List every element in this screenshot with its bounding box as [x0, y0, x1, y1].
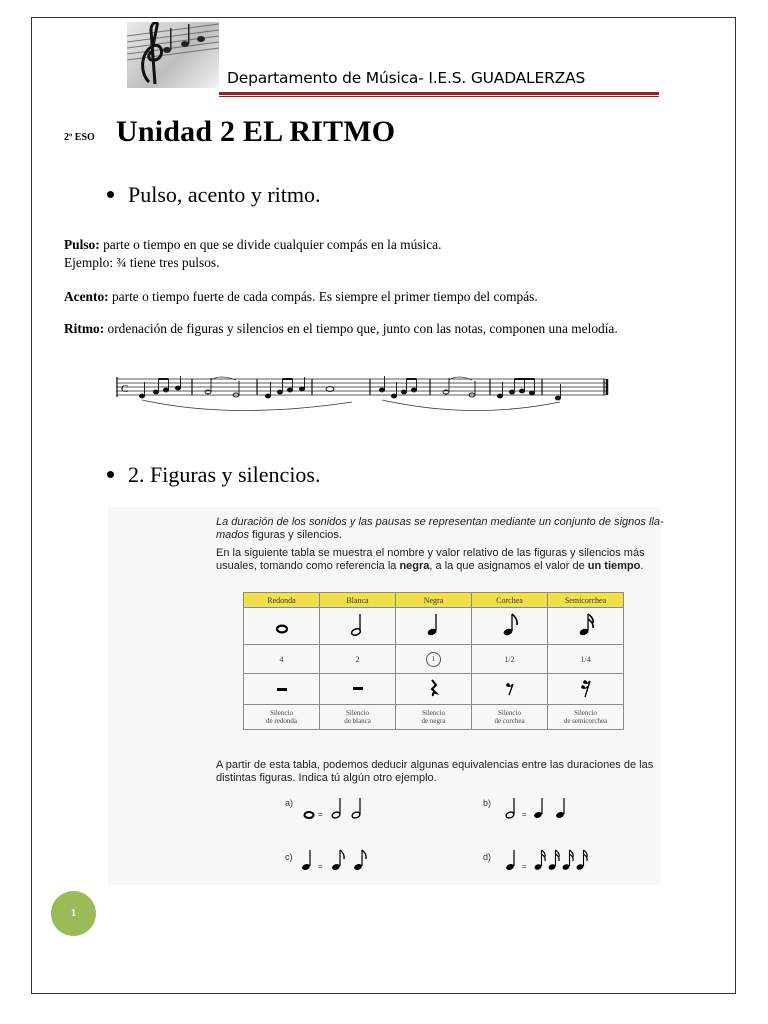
header-redonda: Redonda: [244, 593, 320, 608]
example-d-label: d): [483, 852, 492, 862]
rest-name-corchea: Silencio de corchea: [472, 705, 548, 730]
rest-name-negra: Silencio de negra: [396, 705, 472, 730]
svg-text:=: =: [522, 810, 527, 819]
whole-note-icon: [244, 608, 320, 645]
page-number-badge: 1: [51, 891, 96, 936]
table-intro-line1: En la siguiente tabla se muestra el nombre y valor relativo de las figuras y silencios más: [216, 547, 645, 559]
table-intro: [216, 547, 666, 573]
figures-table: [243, 592, 624, 730]
table-intro-2e: .: [640, 560, 644, 572]
header-rule-thick: [219, 92, 659, 95]
header-semicorchea: Semicorchea: [548, 593, 624, 608]
value-negra: 1: [426, 652, 441, 667]
value-corchea: 1/2: [472, 645, 548, 674]
rest-name-redonda: Silencio de redonda: [244, 705, 320, 730]
svg-text:=: =: [522, 862, 527, 871]
acento-text: parte o tiempo fuerte de cada compás. Es siempre el primer tiempo del compás.: [108, 289, 538, 304]
ritmo-term: Ritmo:: [64, 321, 105, 336]
acento-definition: [64, 288, 538, 306]
value-negra-cell: [396, 645, 472, 674]
rhythm-staff-image: [112, 370, 612, 414]
example-a-notes: [302, 795, 382, 821]
equivalences-line1: A partir de esta tabla, podemos deducir algunas equivalencias entre las duraciones de las: [216, 759, 654, 771]
pulso-term: Pulso:: [64, 237, 100, 252]
pulso-definition: [64, 236, 441, 272]
section-heading-text: 2. Figuras y silencios.: [128, 462, 321, 487]
section-heading-pulse: [107, 182, 320, 208]
svg-text:C: C: [121, 383, 129, 395]
example-c-label: c): [285, 852, 293, 862]
bullet-dot-icon: [107, 191, 114, 198]
example-d-notes: [502, 847, 612, 873]
eighth-note-icon: [472, 608, 548, 645]
eighth-rest-icon: [472, 674, 548, 705]
pulso-text: parte o tiempo en que se divide cualquier compás en la música.: [99, 237, 442, 252]
value-semicorchea: 1/4: [548, 645, 624, 674]
example-a-label: a): [285, 798, 294, 808]
half-note-icon: [320, 608, 396, 645]
section-heading-figures: [107, 462, 321, 488]
rest-name-semicorchea: Silencio de semicorchea: [548, 705, 624, 730]
pulso-example: Ejemplo: ¾ tiene tres pulsos.: [64, 255, 220, 270]
section-heading-text: Pulso, acento y ritmo.: [128, 182, 321, 207]
sixteenth-note-icon: [548, 608, 624, 645]
value-blanca: 2: [320, 645, 396, 674]
header-negra: Negra: [396, 593, 472, 608]
table-intro-2d: un tiempo: [587, 560, 641, 572]
ritmo-text: ordenación de figuras y silencios en el tiempo que, junto con las notas, componen una melodía.: [104, 321, 618, 336]
half-rest-icon: [320, 674, 396, 705]
intro-line2-rest: figuras y silencios.: [249, 529, 342, 541]
whole-rest-icon: [244, 674, 320, 705]
textbook-excerpt: [108, 507, 664, 885]
intro-italic: La duración de los sonidos y las pausas se representan mediante un conjunto de signos lla-: [216, 516, 664, 528]
department-header: Departamento de Música- I.E.S. GUADALERZAS: [227, 69, 586, 87]
sixteenth-rest-icon: [548, 674, 624, 705]
music-sheet-logo: [127, 22, 219, 88]
example-c-notes: [298, 847, 378, 873]
example-b-label: b): [483, 798, 492, 808]
intro-line2-italic: mados: [216, 529, 250, 541]
bullet-dot-icon: [107, 471, 114, 478]
table-intro-2c: , a la que asignamos el valor de: [429, 560, 588, 572]
example-b-notes: [502, 795, 582, 821]
grade-label: 2º ESO: [64, 132, 95, 143]
value-redonda: 4: [244, 645, 320, 674]
equivalences-line2: distintas figuras. Indica tú algún otro ejemplo.: [216, 772, 437, 784]
table-intro-2a: usuales, tomando como referencia la: [216, 560, 400, 572]
equivalences-text: [216, 759, 666, 785]
ritmo-definition: [64, 320, 658, 338]
header-blanca: Blanca: [320, 593, 396, 608]
textbook-intro: [216, 516, 666, 542]
svg-text:=: =: [318, 810, 323, 819]
header-corchea: Corchea: [472, 593, 548, 608]
unit-title: Unidad 2 EL RITMO: [116, 115, 396, 148]
quarter-rest-icon: [396, 674, 472, 705]
svg-text:=: =: [318, 862, 323, 871]
header-rule-thin: [219, 96, 659, 97]
acento-term: Acento:: [64, 289, 109, 304]
table-intro-2b: negra: [399, 560, 430, 572]
rest-name-blanca: Silencio de blanca: [320, 705, 396, 730]
quarter-note-icon: [396, 608, 472, 645]
